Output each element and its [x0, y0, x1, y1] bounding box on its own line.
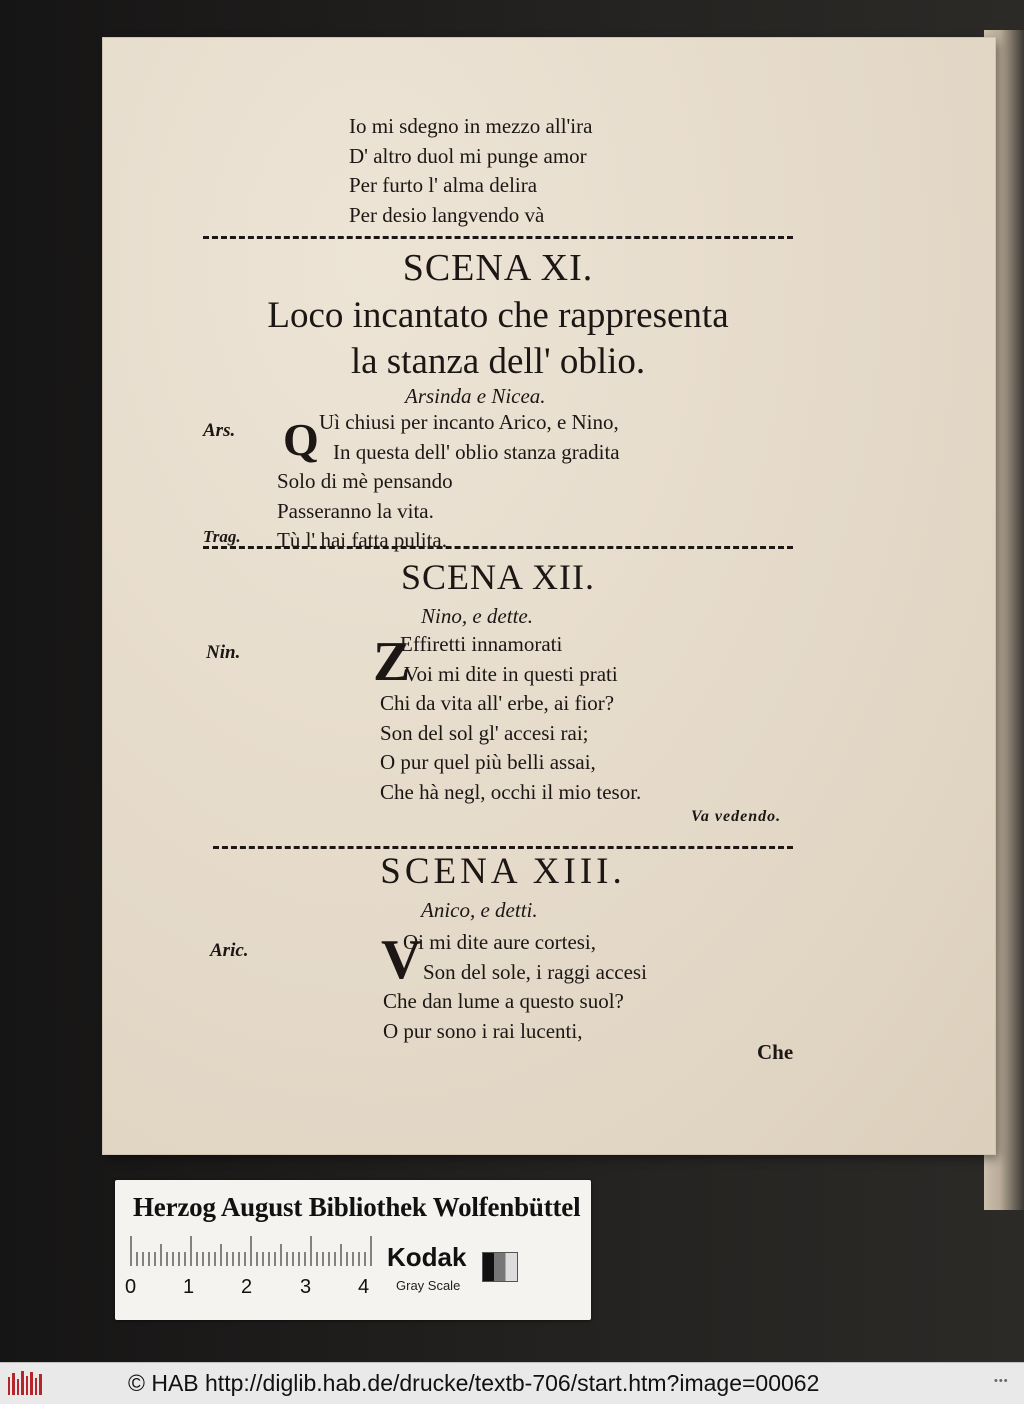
scene-11-title: SCENA XI.	[402, 247, 594, 289]
scene-11-persons: Arsinda e Nicea.	[405, 384, 546, 408]
scene-12-verse	[380, 630, 641, 807]
scene-11-subtitle-1: Loco incantato che rappresenta	[267, 295, 729, 336]
ruler-number: 2	[241, 1276, 253, 1298]
speaker-ars: Ars.	[203, 420, 236, 441]
color-target-card	[115, 1180, 591, 1320]
verse-line: Son del sole, i raggi accesi	[423, 959, 647, 984]
speaker-nin: Nin.	[206, 642, 241, 663]
verse-line: Chi da vita all' erbe, ai fior?	[380, 691, 615, 715]
verse-line: Voi mi dite in questi prati	[404, 661, 618, 686]
verse-line: Per furto l' alma delira	[349, 173, 538, 197]
verse-line: Io mi sdegno in mezzo all'ira	[349, 114, 593, 138]
copyright-url-text: © HAB http://diglib.hab.de/drucke/textb-706/start.htm?image=00062	[128, 1370, 820, 1396]
verse-line: Che dan lume a questo suol?	[383, 989, 624, 1013]
drop-cap-v: V	[381, 929, 422, 991]
gray-patch	[482, 1252, 518, 1282]
ruler-number: 4	[358, 1276, 370, 1298]
verse-line: Solo di mè pensando	[277, 469, 453, 493]
book-page	[103, 38, 995, 1154]
top-verse	[349, 112, 592, 230]
divider-rule	[203, 546, 793, 549]
catchword: Che	[757, 1040, 794, 1064]
divider-rule	[213, 846, 793, 849]
drop-cap-q: Q	[283, 414, 319, 465]
scene-12-title: SCENA XII.	[400, 557, 595, 597]
ruler-number: 3	[300, 1276, 312, 1298]
verse-line: D' altro duol mi punge amor	[349, 143, 587, 168]
verse-line: Per desio langvendo và	[349, 202, 545, 227]
scene-11-subtitle-2: la stanza dell' oblio.	[350, 341, 646, 382]
verse-line: Son del sol gl' accesi rai;	[380, 720, 589, 745]
footer-dots: •••	[994, 1375, 1009, 1387]
ruler-number: 0	[125, 1276, 137, 1298]
speaker-aric: Aric.	[210, 940, 249, 961]
scene-13-verse	[383, 928, 647, 1046]
speaker-trag: Trag.	[203, 527, 241, 546]
scene-13-persons: Anico, e detti.	[421, 898, 538, 922]
ruler-scale	[129, 1236, 377, 1266]
scene-12-persons: Nino, e dette.	[421, 604, 533, 628]
library-name: Herzog August Bibliothek Wolfenbüttel	[133, 1192, 581, 1222]
verse-line: O pur sono i rai lucenti,	[383, 1018, 583, 1043]
verse-line: Effiretti innamorati	[400, 632, 563, 656]
verse-line: Passeranno la vita.	[277, 498, 434, 523]
scene-11-verse	[277, 408, 620, 556]
verse-line: O pur quel più belli assai,	[380, 750, 596, 774]
verse-line: Che hà negl, occhi il mio tesor.	[380, 779, 642, 804]
scene-13-title: SCENA XIII.	[380, 851, 626, 892]
ruler-number: 1	[183, 1276, 195, 1298]
verse-line: Tù l' hai fatta pulita.	[277, 528, 447, 552]
stage-direction: Va vedendo.	[691, 808, 782, 825]
kodak-logo: Kodak	[387, 1242, 467, 1272]
hab-logo-icon	[8, 1371, 44, 1397]
drop-cap-z: Z	[373, 631, 411, 693]
verse-line: Oi mi dite aure cortesi,	[403, 930, 597, 954]
footer-bar	[0, 1362, 1024, 1404]
verse-line: In questa dell' oblio stanza gradita	[333, 439, 620, 464]
gray-scale-label: Gray Scale	[396, 1278, 461, 1293]
verse-line: Uì chiusi per incanto Arico, e Nino,	[319, 410, 619, 434]
divider-rule	[203, 236, 793, 239]
